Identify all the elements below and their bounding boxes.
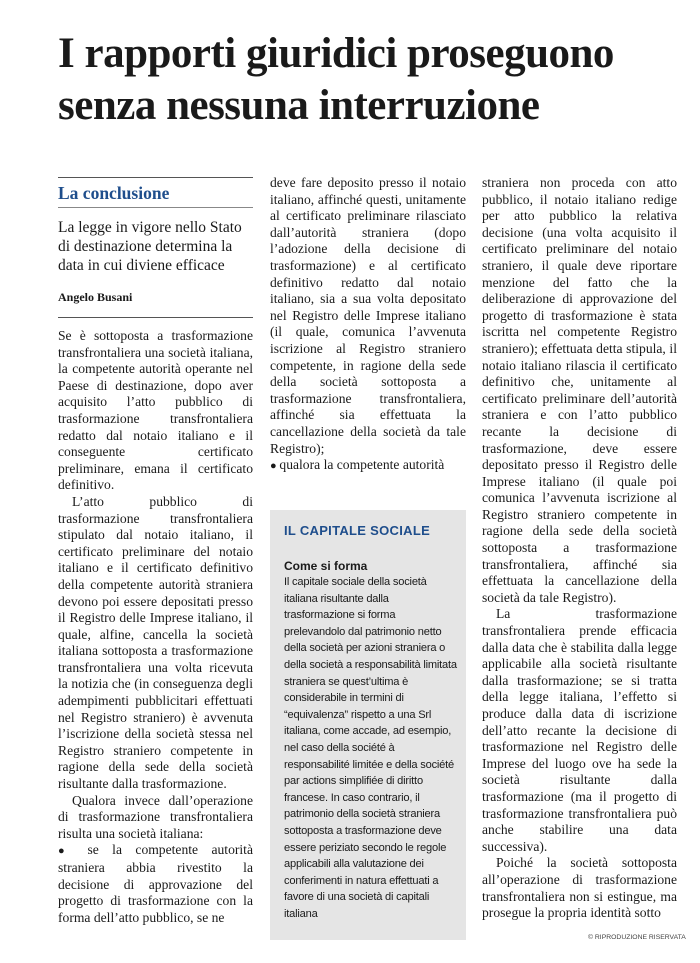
article-column-2: [270, 175, 466, 475]
bullet-paragraph: ● se la competente autorità straniera abbia rivestito la decisione di approvazione del progetto di trasformazione con la forma dell’atto pubblico, se ne: [58, 842, 253, 926]
paragraph: Poiché la società sottoposta all’operazione di trasformazione transfrontaliera non si estingue, ma prosegue la propria identità sotto: [482, 855, 677, 921]
headline: I rapporti giuridici proseguono senza nessuna interruzione: [58, 30, 614, 129]
bullet-paragraph: ● qualora la competente autorità: [270, 457, 466, 475]
subheadline: La legge in vigore nello Stato di destinazione determina la data in cui diviene efficace: [58, 219, 242, 274]
section-rule-bottom: [58, 207, 253, 208]
box-subtitle: Come si forma: [284, 559, 368, 573]
box-title: IL CAPITALE SOCIALE: [284, 523, 431, 538]
article-column-1: [58, 328, 253, 926]
paragraph: La trasformazione transfrontaliera prende efficacia dalla data che è stabilita dalla legge applicabile alla società risultante dalla trasformazione; se si tratta della legge italiana, l’effetto si produce dalla data di iscrizione dell’atto recante la decisione di trasformazione nel Registro delle Imprese del luogo ove ha sede la società risultante dalla trasformazione (ma il progetto di trasformazione transfrontaliera può anche stabilire una data successiva).: [482, 606, 677, 854]
section-rule-top: [58, 177, 253, 178]
paragraph: Se è sottoposta a trasformazione transfrontaliera una società italiana, la competente autorità operante nel Paese di destinazione, dopo aver acquisito l’atto pubblico di trasformazione transfrontaliera redatto dal notaio italiano e il conseguente certificato preliminare, emana il certificato definitivo.: [58, 328, 253, 493]
article-column-3: [482, 175, 677, 922]
box-text: Il capitale sociale della società italiana risultante dalla trasformazione si forma prelevandolo dal patrimonio netto della società per azioni straniera o della società a responsabilità limitata straniera se quest’ultima è considerabile in termini di “equivalenza” rispetto a una Srl italiana, come accade, ad esempio, nel caso della société à responsabilité limitée e della société par actions simplifiée di diritto francese. In caso contrario, il patrimonio della società straniera sottoposta a trasformazione deve essere periziato secondo le regole applicabili alla valutazione dei conferimenti in natura effettuati a favore di una società di capitali italiana: [284, 576, 457, 920]
bullet-paragraph: straniera non proceda con atto pubblico, il notaio italiano redige per atto pubblico la relativa decisione (una volta acquisito il certificato preliminare del notaio straniero, il quale deve riportare menzione del fatto che la deliberazione di approvazione del progetto di trasformazione è stata iscritta nel competente Registro straniero); effettuata detta stipula, il notaio italiano rilascia il certificato definitivo che, unitamente al certificato preliminare dell’autorità straniera e con l’atto pubblico recante la decisione di trasformazione, deve essere depositato presso il Registro delle Imprese italiano (il quale poi comunica l’avvenuta iscrizione al Registro straniero competente in ragione della sede della società sottoposta a trasformazione transfrontaliera, affinché sia effettuata la cancellazione della società da tale Registro).: [482, 175, 677, 605]
paragraph: Qualora invece dall’operazione di trasformazione transfrontaliera risulta una società italiana:: [58, 792, 253, 841]
bullet-paragraph: deve fare deposito presso il notaio italiano, affinché questi, unitamente al certificato preliminare rilasciato dall’autorità straniera (dopo l’adozione della decisione di trasformazione) e al certificato definitivo redatto dal notaio italiano, sia a sua volta depositato nel Registro delle Imprese italiano (il quale, comunica l’avvenuta iscrizione al Registro straniero competente, in ragione della sede della società sottoposta a trasformazione transfrontaliera, affinché sia effettuata la cancellazione della società da tale Registro);: [270, 175, 466, 456]
sidebar-box: [270, 510, 466, 940]
byline-rule: [58, 317, 253, 318]
copyright-notice: © RIPRODUZIONE RISERVATA: [588, 934, 686, 941]
author-byline: Angelo Busani: [58, 290, 133, 304]
paragraph: L’atto pubblico di trasformazione transfrontaliera stipulato dal notaio italiano, il certificato preliminare del notaio italiano e il certificato definitivo della competente autorità straniera devono poi essere depositati presso il Registro delle Imprese italiano, il quale, alfine, cancella la società italiana sottoposta a trasformazione transfrontaliera una volta ricevuta la notizia che (in conseguenza degli adempimenti pubblicitari effettuati nel Registro straniero) è avvenuta l’iscrizione della società stessa nel Registro straniero competente in ragione della sede della società risultante dalla trasformazione.: [58, 493, 253, 792]
section-label: La conclusione: [58, 183, 170, 203]
